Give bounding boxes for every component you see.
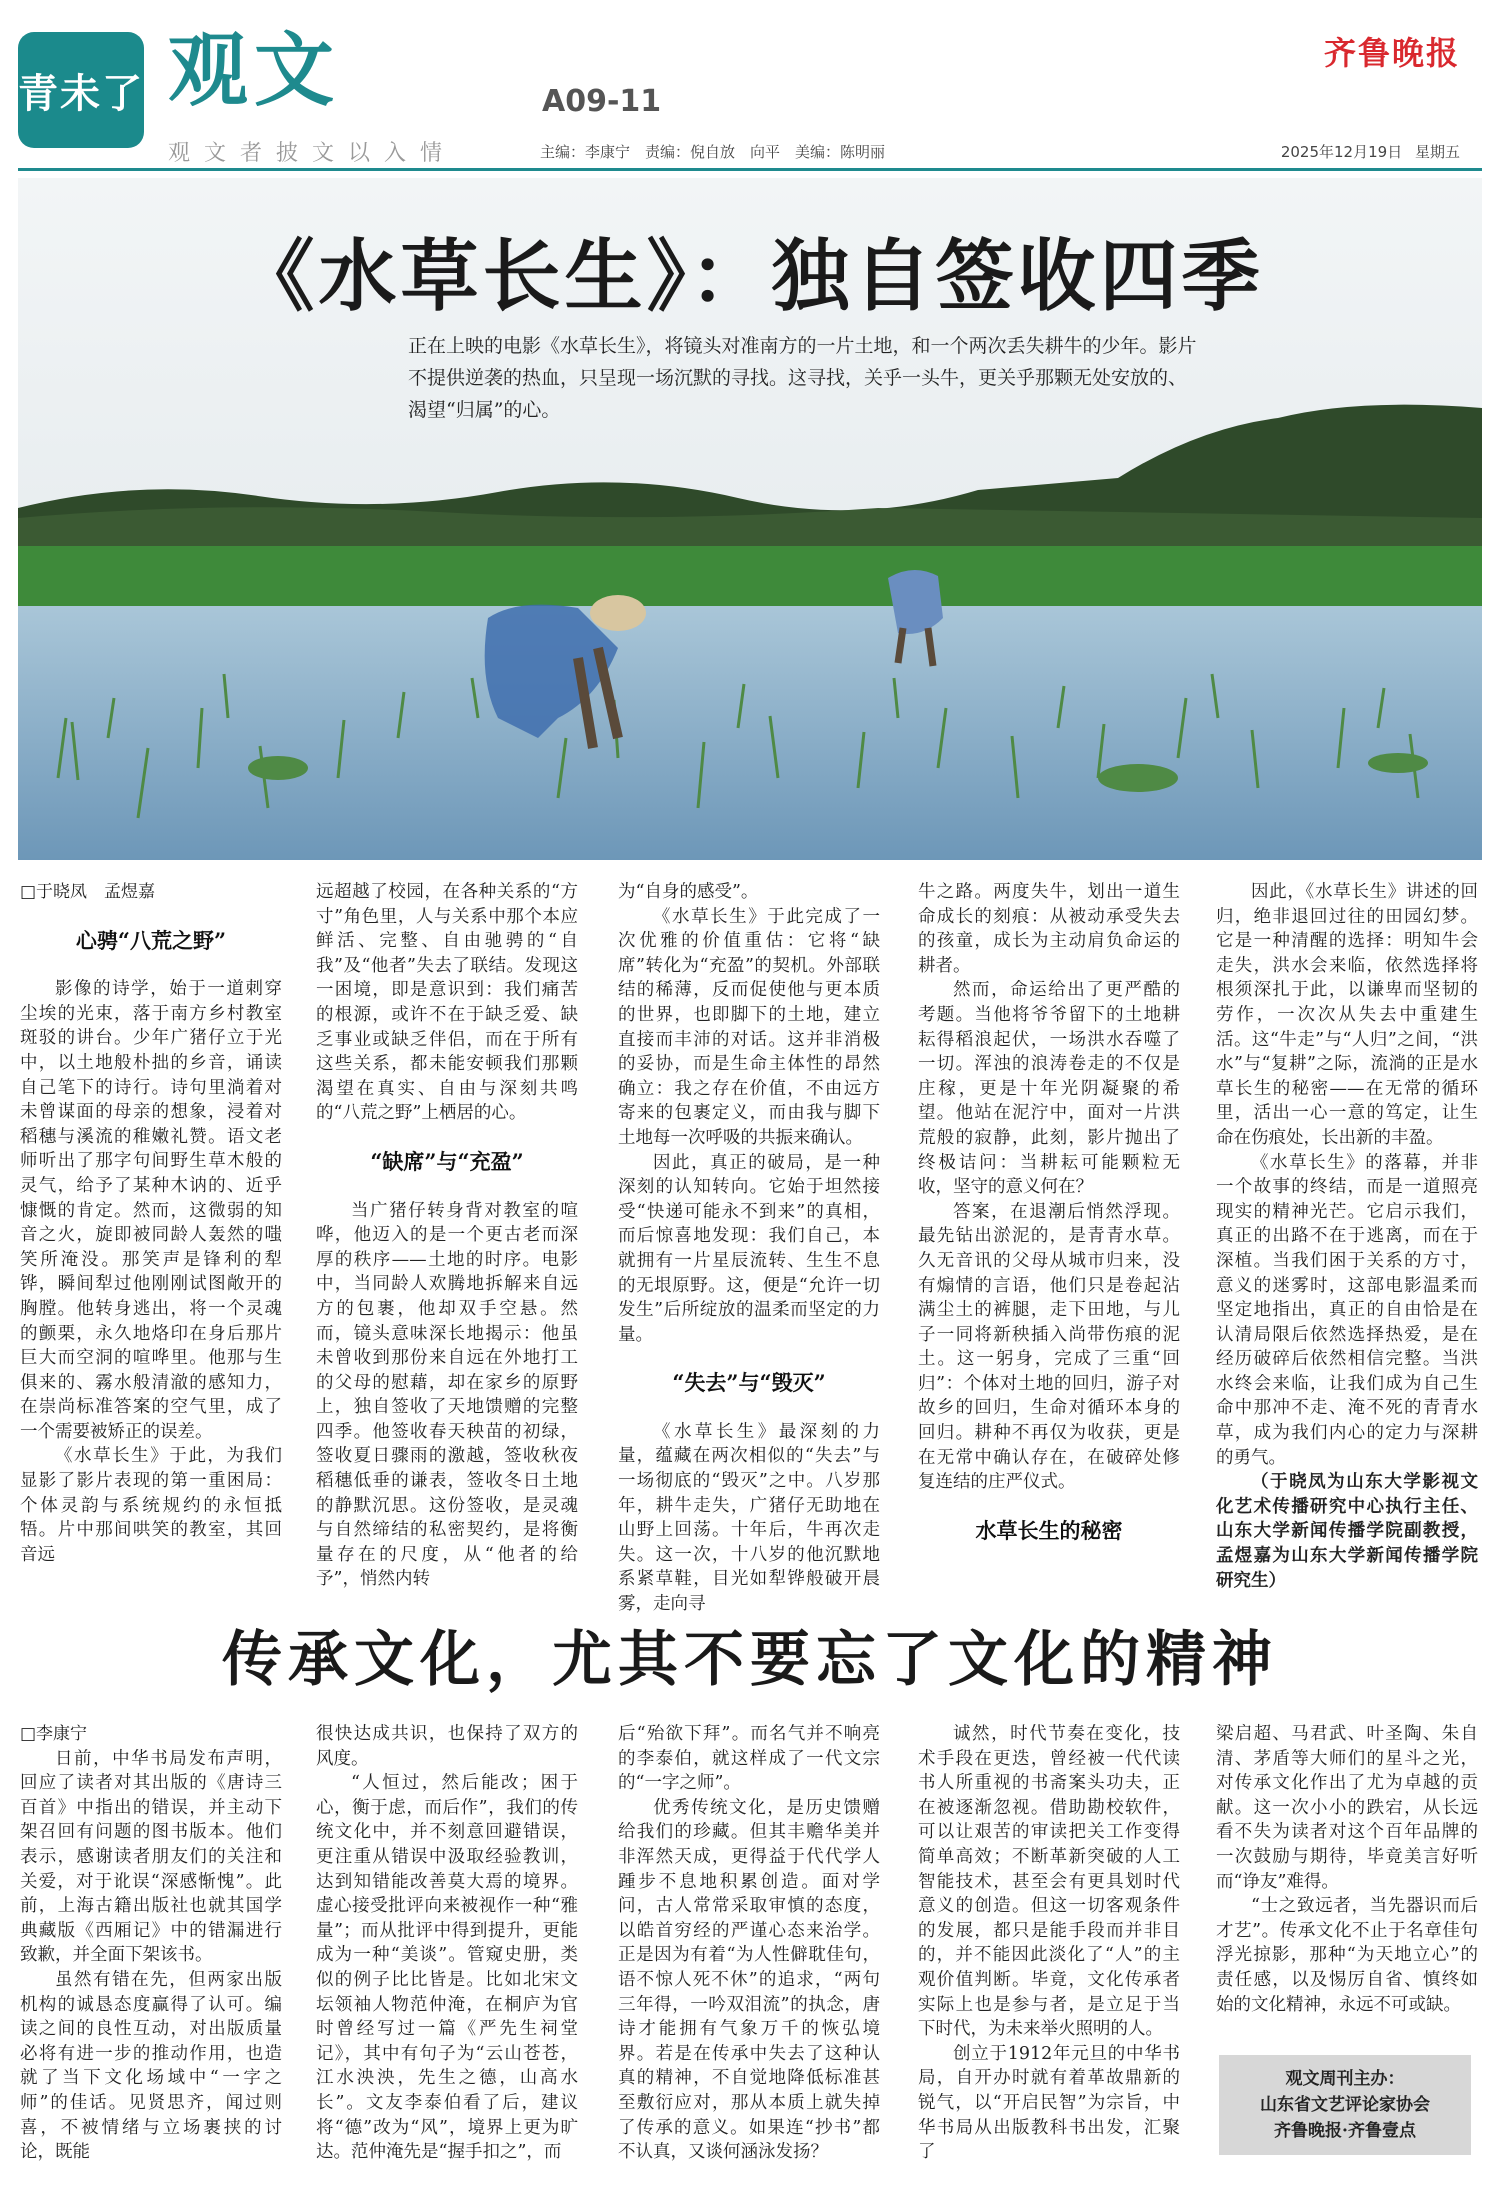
paragraph: 《水草长生》的落幕，并非一个故事的终结，而是一道照亮现实的精神光芒。它启示我们，真正的出路不在于逃离，而在于深植。当我们困于关系的方寸，意义的迷雾时，这部电影温柔而坚定地指出，真正的自由恰是在认清局限后依然选择热爱，是在经历破碎后依然相信完整。当洪水终会来临，让我们成为自己生命中那冲不走、淹不死的青青水草，成为我们内心的定力与深耕的勇气。 xyxy=(1216,1152,1478,1468)
paragraph: 影像的诗学，始于一道刺穿尘埃的光束，落于南方乡村教室斑驳的讲台。少年广猪仔立于光中，以土地般朴拙的乡音，诵读自己笔下的诗行。诗句里淌着对未曾谋面的母亲的想象，浸着对稻穗与溪流的稚嫩礼赞。语文老师听出了那字句间野生草木般的灵气，给予了某种木讷的、近乎慷慨的肯定。然而，这微弱的知音之火，旋即被同龄人轰然的嗤笑所淹没。那笑声是锋利的犁铧，瞬间犁过他刚刚试图敞开的胸膛。他转身逃出，将一个灵魂的颤栗，永久地烙印在身后那片巨大而空洞的喧哗里。他那与生俱来的、霧水般清澈的感知力，在崇尚标准答案的空气里，成了一个需要被矫正的误差。 xyxy=(20,979,282,1442)
section-title: 观文 xyxy=(168,23,340,117)
article1-subheading-2: “缺席”与“充盈” xyxy=(370,1148,524,1174)
paragraph: 创立于1912年元旦的中华书局，自开办时就有着革故鼎新的锐气，以“开启民智”为宗旨，中华书局从出版教科书出发，汇聚了 xyxy=(918,2043,1180,2163)
paragraph: 优秀传统文化，是历史馈赠给我们的珍藏。但其丰赡华美并非浑然天成，更得益于代代学人踵步不息地积累创造。面对学问，古人常常采取审慎的态度，以皓首穷经的严谨心态来治学。正是因为有着“为人性僻耽佳句，语不惊人死不休”的追求，“两句三年得，一吟双泪流”的执念，唐诗才能拥有气象万千的恢弘境界。若是在传承中失去了这种认真的精神，不自觉地降低标准甚至敷衍应对，那从本质上就失掉了传承的意义。如果连“抄书”都不认真，又谈何涵泳发扬？ xyxy=(618,1797,880,2163)
page-code: A09-11 xyxy=(542,84,662,119)
issue-date xyxy=(1281,141,1460,162)
paragraph: 《水草长生》最深刻的力量，蕴藏在两次相似的“失去”与一场彻底的“毁灭”之中。八岁那年，耕牛走失，广猪仔无助地在山野上回荡。十年后，牛再次走失。这一次，十八岁的他沉默地系紧草鞋，目光如犁铧般破开晨雾，走向寻 xyxy=(618,1421,880,1615)
article2-column-5 xyxy=(1216,1722,1478,2047)
paragraph: 很快达成共识，也保持了双方的风度。 xyxy=(316,1724,578,1769)
paragraph: 为“自身的感受”。 xyxy=(618,882,759,902)
sponsor-line: 观文周刊主办： xyxy=(1285,2069,1405,2089)
paragraph: “士之致远者，当先器识而后才艺”。传承文化不止于名章佳句浮光掠影，那种“为天地立心”的责任感，以及惕厉自省、慎终如始的文化精神，永远不可或缺。 xyxy=(1216,1896,1478,2015)
article2-column-3 xyxy=(618,1722,880,2162)
article1-byline: □于晓凤 孟煜嘉 xyxy=(20,882,156,902)
hero-photo-rice-field xyxy=(18,178,1482,860)
sponsor-line: 齐鲁晚报·齐鲁壹点 xyxy=(1274,2121,1416,2141)
article1-column-2 xyxy=(316,880,578,1590)
date-text: 2025年12月19日 xyxy=(1280,143,1403,161)
article2-headline: 传承文化，尤其不要忘了文化的精神 xyxy=(222,1625,1278,1695)
section-slogan: 观文者披文以入情 xyxy=(168,141,457,166)
header-rule xyxy=(18,168,1482,171)
article2-column-2 xyxy=(316,1722,578,2162)
paragraph: 虽然有错在先，但两家出版机构的诚恳态度赢得了认可。编读之间的良性互动，对出版质量必将有进一步的推动作用，也造就了当下文化场域中“一字之师”的佳话。见贤思齐，闻过则喜，不被情绪与立场裹挟的讨论，既能 xyxy=(20,1969,282,2163)
editor-credits: 主编：李康宁 责编：倪自放 向平 美编：陈明丽 xyxy=(540,143,886,161)
article1-column-4 xyxy=(918,880,1180,1570)
article1-column-3 xyxy=(618,880,880,1615)
paragraph: 梁启超、马君武、叶圣陶、朱自清、茅盾等大师们的星斗之光，对传承文化作出了尤为卓越的贡献。这一次小小的跌宕，从长远看不失为读者对这个百年品牌的一次鼓励与期待，毕竟美言好听而“诤友”难得。 xyxy=(1216,1724,1478,1892)
paragraph: 然而，命运给出了更严酷的考题。当他将爷爷留下的土地耕耘得稻浪起伏，一场洪水吞噬了一切。浑浊的浪涛卷走的不仅是庄稼，更是十年光阴凝聚的希望。他站在泥泞中，面对一片洪荒般的寂静，此刻，影片抛出了终极诘问：当耕耘可能颗粒无收，坚守的意义何在？ xyxy=(918,980,1180,1198)
author-note: （于晓凤为山东大学影视文化艺术传播研究中心执行主任、山东大学新闻传播学院副教授，孟煜嘉为山东大学新闻传播学院研究生） xyxy=(1216,1472,1478,1591)
paragraph: 《水草长生》于此，为我们显影了影片表现的第一重困局：个体灵韵与系统规约的永恒抵牾。片中那间哄笑的教室，其回音远 xyxy=(20,1446,282,1565)
paragraph: 因此，真正的破局，是一种深刻的认知转向。它始于坦然接受“快递可能永不到来”的真相，而后惊喜地发现：我们自己，本就拥有一片星辰流转、生生不息的无垠原野。这，便是“允许一切发生”后所绽放的温柔而坚定的力量。 xyxy=(618,1152,880,1345)
weekday-text: 星期五 xyxy=(1414,143,1460,161)
article2-column-1 xyxy=(20,1722,282,2162)
article2-column-4 xyxy=(918,1722,1180,2162)
paragraph: 日前，中华书局发布声明，回应了读者对其出版的《唐诗三百首》中指出的错误，并主动下架召回有问题的图书版本。他们表示，感谢读者朋友们的关注和关爱，对于讹误“深感惭愧”。此前，上海古籍出版社也就其国学典藏版《西厢记》中的错漏进行致歉，并全面下架该书。 xyxy=(20,1748,282,1966)
sponsor-box xyxy=(1219,2055,1471,2155)
paragraph: 答案，在退潮后悄然浮现。最先钻出淤泥的，是青青水草。久无音讯的父母从城市归来，没有煽情的言语，他们只是卷起沾满尘土的裤腿，走下田地，与儿子一同将新秧插入尚带伤痕的泥土。这一躬身，完成了三重“回归”：个体对土地的回归，游子对故乡的回归，生命对循环本身的回归。耕种不再仅为收获，更是在无常中确认存在，在破碎处修复连结的庄严仪式。 xyxy=(918,1201,1180,1493)
paragraph: 因此，《水草长生》讲述的回归，绝非退回过往的田园幻梦。它是一种清醒的选择：明知牛会走失，洪水会来临，依然选择将根须深扎于此，以谦卑而坚韧的劳作，一次次从失去中重建生活。这“牛走”与“人归”之间，“洪水”与“复耕”之际，流淌的正是水草长生的秘密——在无常的循环里，活出一心一意的笃定，让生命在伤痕处，长出新的丰盈。 xyxy=(1216,882,1478,1148)
paragraph: “人恒过，然后能改；困于心，衡于虑，而后作”，我们的传统文化中，并不刻意回避错误，更注重从错误中汲取经验教训，达到知错能改善莫大焉的境界。虚心接受批评向来被视作一种“雅量”；而从批评中得到提升，更能成为一种“美谈”。管窥史册，类似的例子比比皆是。比如北宋文坛领袖人物范仲淹，在桐庐为官时曾经写过一篇《严先生祠堂记》，其中有句子为“云山苍苍，江水泱泱，先生之德，山高水长”。文友李泰伯看了后，建议将“德”改为“风”，境界上更为旷达。范仲淹先是“握手扣之”，而 xyxy=(316,1773,578,2163)
paragraph: 牛之路。两度失牛，划出一道生命成长的刻痕：从被动承受失去的孩童，成长为主动肩负命运的耕者。 xyxy=(918,882,1180,976)
paragraph: 《水草长生》于此完成了一次优雅的价值重估：它将“缺席”转化为“充盈”的契机。外部联结的稀薄，反而促使他与更本质的世界，也即脚下的土地，建立直接而丰沛的对话。这并非消极的妥协，而是生命主体性的昂然确立：我之存在价值，不由远方寄来的包裹定义，而由我与脚下土地每一次呼吸的共振来确认。 xyxy=(618,906,880,1148)
article1-headline: 《水草长生》：独自签收四季 xyxy=(236,231,1264,322)
article1-column-1 xyxy=(20,880,282,1570)
article1-lead: 正在上映的电影《水草长生》，将镜头对准南方的一片土地，和一个两次丢失耕牛的少年。影片不提供逆袭的热血，只呈现一场沉默的寻找。这寻找，关乎一头牛，更关乎那颗无处安放的、渴望“归属”的心。 xyxy=(408,335,1197,421)
article1-column-5 xyxy=(1216,880,1478,1591)
paragraph: 远超越了校园，在各种关系的“方寸”角色里，人与关系中那个本应鲜活、完整、自由驰骋的“自我”及“他者”失去了联结。发现这一困境，即是意识到：我们痛苦的根源，或许不在于缺乏爱、缺乏事业或缺乏伴侣，而在于所有这些关系，都未能安顿我们那颗渴望在真实、自由与深刻共鸣的“八荒之野”上栖居的心。 xyxy=(316,882,578,1124)
logo-text: 青未了 xyxy=(18,69,144,117)
article1-subheading-4: 水草长生的秘密 xyxy=(975,1517,1123,1543)
article1-subheading-1: 心骋“八荒之野” xyxy=(75,927,227,953)
qingweiliao-logo xyxy=(18,32,144,148)
newspaper-brand: 齐鲁晚报 xyxy=(1323,34,1460,72)
paragraph: 后“殆欲下拜”。而名气并不响亮的李泰伯，就这样成了一代文宗的“一字之师”。 xyxy=(618,1724,880,1794)
sponsor-line: 山东省文艺评论家协会 xyxy=(1260,2095,1430,2115)
paragraph: 诚然，时代节奏在变化，技术手段在更迭，曾经被一代代读书人所重视的书斋案头功夫，正在被逐渐忽视。借助勘校软件，可以让艰苦的审读把关工作变得简单高效；不断革新突破的人工智能技术，甚至会有更具划时代意义的创造。但这一切客观条件的发展，都只是能手段而并非目的，并不能因此淡化了“人”的主观价值判断。毕竟，文化传承者实际上也是参与者，是立足于当下时代，为未来举火照明的人。 xyxy=(918,1724,1180,2040)
article1-subheading-3: “失去”与“毁灭” xyxy=(672,1370,826,1396)
article2-byline: □李康宁 xyxy=(20,1724,88,1744)
paragraph: 当广猪仔转身背对教室的喧哗，他迈入的是一个更古老而深厚的秩序——土地的时序。电影中，当同龄人欢腾地拆解来自远方的包裹，他却双手空悬。然而，镜头意味深长地揭示：他虽未曾收到那份来自远在外地打工的父母的慰藉，却在家乡的原野上，独自签收了天地馈赠的完整四季。他签收春天秧苗的初绿，签收夏日骤雨的激越，签收秋夜稻穗低垂的谦表，签收冬日土地的静默沉思。这份签收，是灵魂与自然缔结的私密契约，是将衡量存在的尺度，从“他者的给予”，悄然内转 xyxy=(316,1200,578,1590)
